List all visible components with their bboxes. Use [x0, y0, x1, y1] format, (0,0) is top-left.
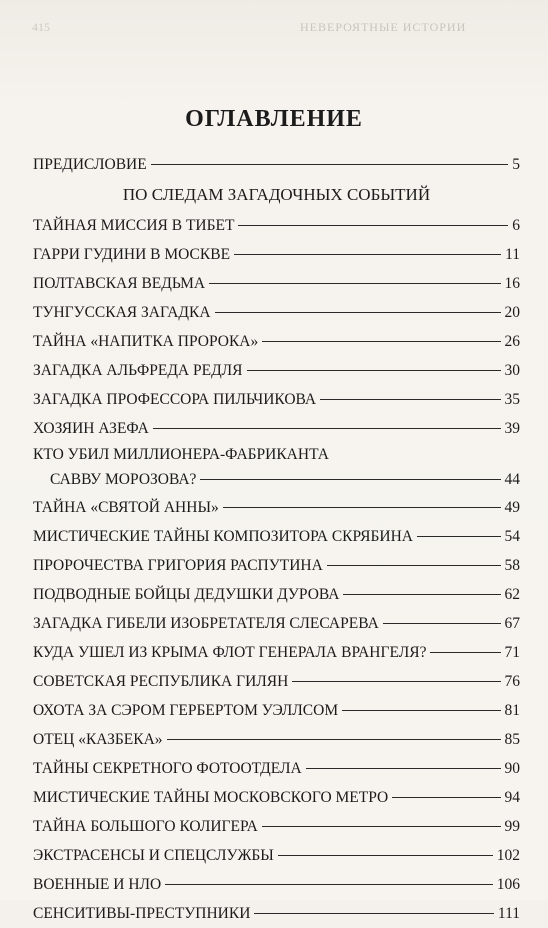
toc-entry-multiline-continued[interactable]: [33, 466, 520, 493]
toc-entry[interactable]: [33, 356, 520, 385]
toc-entry[interactable]: [33, 385, 520, 414]
page-number: 415: [32, 20, 50, 34]
toc-entry-page: 71: [504, 644, 520, 661]
toc-entry[interactable]: [33, 899, 520, 928]
running-head: НЕВЕРОЯТНЫЕ ИСТОРИИ: [300, 20, 467, 34]
toc-entry-page: 44: [504, 471, 520, 488]
dot-leader: [153, 428, 501, 429]
toc-entry-label: ХОЗЯИН АЗЕФА: [33, 420, 149, 437]
toc-entry-label: ЭКСТРАСЕНСЫ И СПЕЦСЛУЖБЫ: [33, 847, 274, 864]
toc-entry[interactable]: [33, 812, 520, 841]
toc-entry-page: 35: [504, 391, 520, 408]
toc-entry-page: 90: [504, 760, 520, 777]
toc-entry-label: ТАЙНАЯ МИССИЯ В ТИБЕТ: [33, 217, 235, 234]
dot-leader: [151, 164, 509, 165]
toc-entry[interactable]: [33, 211, 520, 240]
dot-leader: [292, 681, 500, 682]
toc-entry[interactable]: [33, 609, 520, 638]
toc-entry-label: МИСТИЧЕСКИЕ ТАЙНЫ КОМПОЗИТОРА СКРЯБИНА: [33, 528, 413, 545]
toc-entry-page: 81: [504, 702, 520, 719]
toc-entry-label: ПОЛТАВСКАЯ ВЕДЬМА: [33, 275, 206, 292]
dot-leader: [392, 797, 500, 798]
dot-leader: [430, 652, 500, 653]
toc-entry-label: СЕНСИТИВЫ-ПРЕСТУПНИКИ: [33, 905, 251, 922]
dot-leader: [223, 507, 501, 508]
toc-entry-page: 99: [504, 818, 520, 835]
toc-entry-page: 102: [496, 847, 520, 864]
toc-entry-label: ВОЕННЫЕ И НЛО: [33, 876, 162, 893]
table-of-contents: [33, 150, 520, 928]
toc-entry-label: ТУНГУССКАЯ ЗАГАДКА: [33, 304, 211, 321]
dot-leader: [247, 370, 501, 371]
toc-entry-page: 16: [504, 275, 520, 292]
toc-entry[interactable]: [33, 667, 520, 696]
toc-entry-label: ПРОРОЧЕСТВА ГРИГОРИЯ РАСПУТИНА: [33, 557, 323, 574]
dot-leader: [209, 283, 500, 284]
toc-entry-label: ТАЙНА БОЛЬШОГО КОЛИГЕРА: [33, 818, 258, 835]
toc-entry-label: ТАЙНЫ СЕКРЕТНОГО ФОТООТДЕЛА: [33, 760, 302, 777]
dot-leader: [215, 312, 501, 313]
toc-entry[interactable]: [33, 414, 520, 443]
dot-leader: [262, 826, 501, 827]
toc-entry-page: 30: [504, 362, 520, 379]
toc-entry[interactable]: [33, 754, 520, 783]
dot-leader: [167, 739, 501, 740]
toc-entry-page: 111: [497, 905, 520, 922]
toc-entry-label: СОВЕТСКАЯ РЕСПУБЛИКА ГИЛЯН: [33, 673, 289, 690]
dot-leader: [327, 565, 501, 566]
toc-entry-page: 85: [504, 731, 520, 748]
toc-entry[interactable]: [33, 580, 520, 609]
dot-leader: [342, 710, 500, 711]
toc-entry-page: 5: [512, 156, 520, 173]
toc-entry[interactable]: [33, 696, 520, 725]
dot-leader: [165, 884, 493, 885]
dot-leader: [254, 913, 494, 914]
toc-entry-page: 62: [504, 586, 520, 603]
toc-entry-page: 11: [505, 246, 520, 263]
toc-entry-label: ОХОТА ЗА СЭРОМ ГЕРБЕРТОМ УЭЛЛСОМ: [33, 702, 339, 719]
section-heading: ПО СЛЕДАМ ЗАГАДОЧНЫХ СОБЫТИЙ: [122, 185, 431, 204]
toc-entry[interactable]: [33, 327, 520, 356]
toc-entry-page: 20: [504, 304, 520, 321]
toc-entry-label: ЗАГАДКА ПРОФЕССОРА ПИЛЬЧИКОВА: [33, 391, 317, 408]
toc-entry-label: ТАЙНА «СВЯТОЙ АННЫ»: [33, 499, 219, 516]
toc-entry-label: ОТЕЦ «КАЗБЕКА»: [33, 731, 163, 748]
toc-entry[interactable]: [33, 493, 520, 522]
page-title: ОГЛАВЛЕНИЕ: [185, 106, 363, 132]
toc-entry-page: 58: [504, 557, 520, 574]
toc-entry-label: ТАЙНА «НАПИТКА ПРОРОКА»: [33, 333, 259, 350]
dot-leader: [320, 399, 500, 400]
toc-entry-page: 76: [504, 673, 520, 690]
dot-leader: [343, 594, 500, 595]
toc-entry-label: ГАРРИ ГУДИНИ В МОСКВЕ: [33, 246, 231, 263]
toc-entry-page: 106: [496, 876, 520, 893]
toc-entry-multiline[interactable]: [33, 443, 520, 466]
toc-entry-label: МИСТИЧЕСКИЕ ТАЙНЫ МОСКОВСКОГО МЕТРО: [33, 789, 389, 806]
toc-entry-page: 39: [504, 420, 520, 437]
toc-entry-label: ЗАГАДКА ГИБЕЛИ ИЗОБРЕТАТЕЛЯ СЛЕСАРЕВА: [33, 615, 379, 632]
toc-entry-label-line1: КТО УБИЛ МИЛЛИОНЕРА-ФАБРИКАНТА: [33, 446, 329, 463]
dot-leader: [383, 623, 501, 624]
dot-leader: [238, 225, 508, 226]
toc-entry-preface[interactable]: [33, 150, 520, 179]
toc-entry-page: 49: [504, 499, 520, 516]
dot-leader: [278, 855, 493, 856]
toc-entry-label: КУДА УШЕЛ ИЗ КРЫМА ФЛОТ ГЕНЕРАЛА ВРАНГЕЛЯ?: [33, 644, 427, 661]
toc-entry-page: 26: [504, 333, 520, 350]
toc-entry[interactable]: [33, 638, 520, 667]
dot-leader: [417, 536, 501, 537]
dot-leader: [262, 341, 500, 342]
toc-entry[interactable]: [33, 783, 520, 812]
toc-entry-label: ЗАГАДКА АЛЬФРЕДА РЕДЛЯ: [33, 362, 243, 379]
toc-entry[interactable]: [33, 725, 520, 754]
toc-entry[interactable]: [33, 298, 520, 327]
toc-entry[interactable]: [33, 269, 520, 298]
dot-leader: [306, 768, 501, 769]
toc-entry[interactable]: [33, 551, 520, 580]
toc-entry[interactable]: [33, 240, 520, 269]
dot-leader: [200, 479, 500, 480]
toc-entry[interactable]: [33, 522, 520, 551]
toc-entry-page: 94: [504, 789, 520, 806]
toc-entry-label: ПРЕДИСЛОВИЕ: [33, 156, 147, 173]
toc-entry-page: 54: [504, 528, 520, 545]
toc-entry[interactable]: [33, 870, 520, 899]
dot-leader: [234, 254, 501, 255]
toc-entry-label: ПОДВОДНЫЕ БОЙЦЫ ДЕДУШКИ ДУРОВА: [33, 586, 340, 603]
toc-entry[interactable]: [33, 841, 520, 870]
toc-entry-label-line2: САВВУ МОРОЗОВА?: [50, 471, 197, 488]
toc-entry-page: 6: [512, 217, 520, 234]
toc-entry-page: 67: [504, 615, 520, 632]
